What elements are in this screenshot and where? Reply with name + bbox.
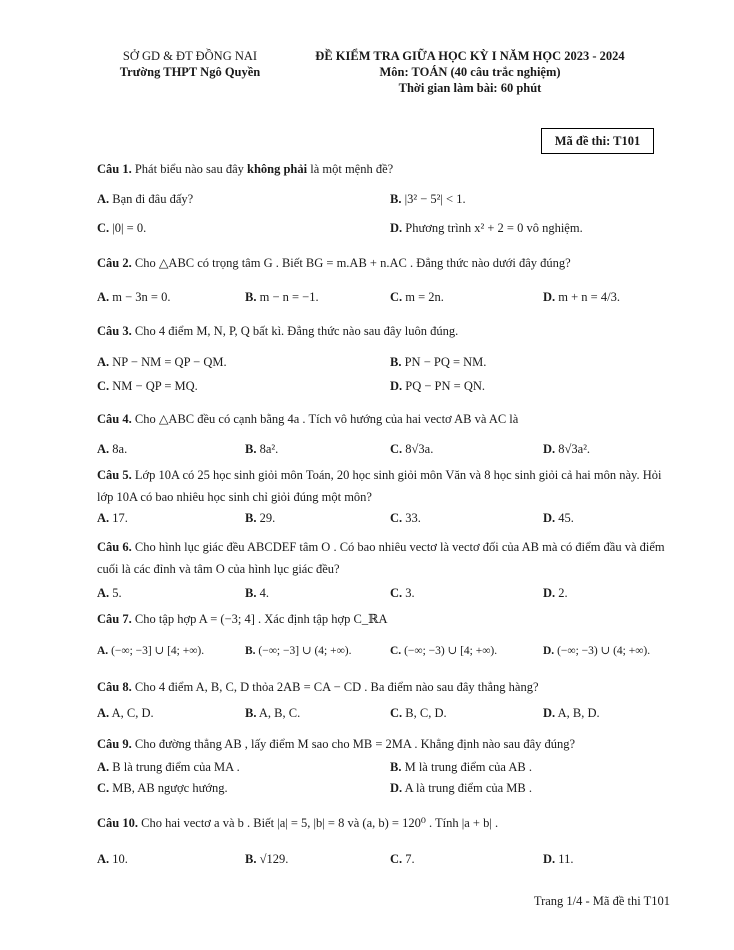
question-7-stem [97,610,677,628]
question-text: là một mệnh đề? [307,162,394,176]
question-10-option-b: B. √129. [245,852,289,866]
exam-header [280,48,660,96]
question-1-option-a: A. Bạn đi đâu đấy? [97,192,194,206]
question-2-option-d: D. m + n = 4/3. [543,290,620,304]
question-text: Cho △ABC có trọng tâm G . Biết BG = m.AB + n.AC . Đẳng thức nào dưới đây đúng? [134,256,571,270]
question-text: Phát biểu nào sau đây [134,162,247,176]
question-1-option-b: B. |3² − 5²| < 1. [390,192,466,206]
question-4-stem [97,410,677,428]
question-text: Cho đường thẳng AB , lấy điểm M sao cho MB = 2MA . Khẳng định nào sau đây đúng? [134,737,576,751]
question-7-option-b: B. (−∞; −3] ∪ (4; +∞). [245,645,352,657]
question-2-option-b: B. m − n = −1. [245,290,319,304]
question-text: Cho 4 điểm M, N, P, Q bất kì. Đẳng thức nào sau đây luôn đúng. [134,324,459,338]
question-1-option-c: C. |0| = 0. [97,221,147,235]
question-4-option-a: A. 8a. [97,442,128,456]
question-text: Cho hình lục giác đều ABCDEF tâm O . Có bao nhiêu vectơ là vectơ đối của AB mà có điểm đầu và điểm cuối là các đỉnh và tâm O của hình lục giác đều? [97,540,665,576]
question-8-option-d: D. A, B, D. [543,706,600,720]
question-6-option-a: A. 5. [97,586,122,600]
question-9-option-a: A. B là trung điểm của MA . [97,760,240,774]
question-text: Cho tập hợp A = (−3; 4] . Xác định tập hợp C_ℝA [134,612,388,626]
exam-duration: Thời gian làm bài: 60 phút [398,81,542,95]
question-2-stem [97,254,677,272]
question-10-option-a: A. 10. [97,852,128,866]
school-header [90,48,290,80]
question-5-stem [97,464,677,508]
question-label: Câu 1. [97,162,132,176]
question-9-stem [97,735,677,753]
question-text: Lớp 10A có 25 học sinh giỏi môn Toán, 20 học sinh giỏi môn Văn và 8 học sinh giỏi cả hai môn này. Hỏi lớp 10A có bao nhiêu học sinh chỉ giỏi đúng một môn? [97,468,662,504]
question-emphasis: không phải [247,162,308,176]
question-5-option-b: B. 29. [245,511,276,525]
question-4-option-c: C. 8√3a. [390,442,434,456]
question-10-option-d: D. 11. [543,852,574,866]
exam-title: ĐỀ KIỂM TRA GIỮA HỌC KỲ I NĂM HỌC 2023 - 2024 [315,49,625,63]
question-8-option-c: C. B, C, D. [390,706,447,720]
question-label: Câu 3. [97,324,132,338]
question-label: Câu 2. [97,256,132,270]
question-7-option-c: C. (−∞; −3) ∪ [4; +∞). [390,645,498,657]
question-5-option-d: D. 45. [543,511,574,525]
question-1-option-d: D. Phương trình x² + 2 = 0 vô nghiệm. [390,221,583,235]
question-3-option-b: B. PN − PQ = NM. [390,355,487,369]
question-3-option-a: A. NP − NM = QP − QM. [97,355,227,369]
question-1-stem [97,160,677,178]
question-label: Câu 7. [97,612,132,626]
question-2-option-c: C. m = 2n. [390,290,444,304]
question-label: Câu 8. [97,680,132,694]
department-name: SỞ GD & ĐT ĐỒNG NAI [122,49,258,63]
question-6-stem [97,536,677,580]
question-4-option-b: B. 8a². [245,442,279,456]
question-text: Cho △ABC đều có cạnh bằng 4a . Tích vô hướng của hai vectơ AB và AC là [134,412,519,426]
page-footer: Trang 1/4 - Mã đề thi T101 [533,894,670,908]
question-10-stem [97,814,677,832]
question-label: Câu 6. [97,540,132,554]
question-9-option-d: D. A là trung điểm của MB . [390,781,533,795]
question-5-option-a: A. 17. [97,511,128,525]
question-8-option-a: A. A, C, D. [97,706,154,720]
question-10-option-c: C. 7. [390,852,415,866]
question-8-option-b: B. A, B, C. [245,706,301,720]
question-8-stem [97,678,677,696]
question-6-option-c: C. 3. [390,586,415,600]
question-2-option-a: A. m − 3n = 0. [97,290,171,304]
question-3-option-d: D. PQ − PN = QN. [390,379,486,393]
school-name: Trường THPT Ngô Quyền [119,65,261,79]
question-4-option-d: D. 8√3a². [543,442,591,456]
question-5-option-c: C. 33. [390,511,421,525]
question-3-option-c: C. NM − QP = MQ. [97,379,198,393]
question-9-option-b: B. M là trung điểm của AB . [390,760,533,774]
question-7-option-a: A. (−∞; −3] ∪ [4; +∞). [97,645,205,657]
question-6-option-d: D. 2. [543,586,568,600]
question-6-option-b: B. 4. [245,586,269,600]
exam-code-box: Mã đề thi: T101 [541,128,654,154]
exam-subject: Môn: TOÁN (40 câu trắc nghiệm) [379,65,561,79]
question-label: Câu 4. [97,412,132,426]
question-label: Câu 9. [97,737,132,751]
question-text: Cho hai vectơ a và b . Biết |a| = 5, |b| = 8 và (a, b) = 120⁰ . Tính |a + b| . [141,816,499,830]
question-3-stem [97,322,677,340]
question-7-option-d: D. (−∞; −3) ∪ (4; +∞). [543,645,651,657]
question-text: Cho 4 điểm A, B, C, D thỏa 2AB = CA − CD . Ba điểm nào sau đây thẳng hàng? [134,680,539,694]
question-label: Câu 10. [97,816,138,830]
question-label: Câu 5. [97,468,132,482]
question-9-option-c: C. MB, AB ngược hướng. [97,781,228,795]
